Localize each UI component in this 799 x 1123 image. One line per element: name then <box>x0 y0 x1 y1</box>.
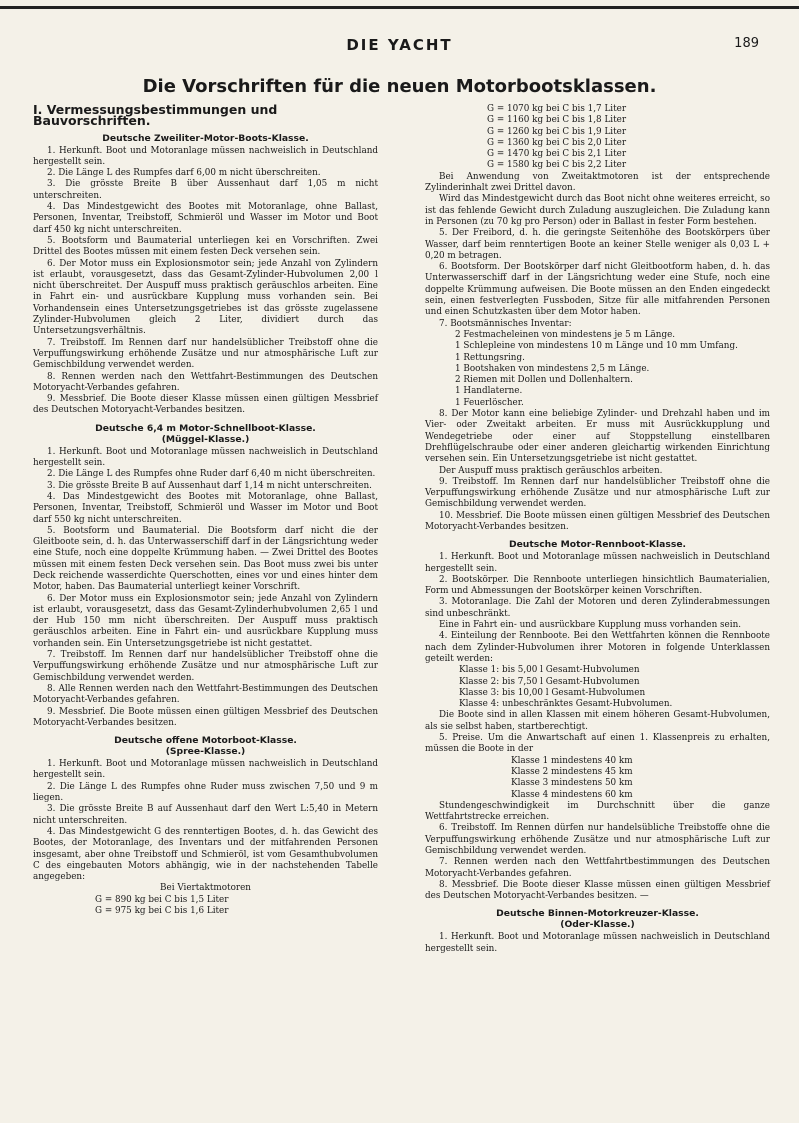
paragraph: 1. Herkunft. Boot und Motoranlage müssen nachweislich in Deutschland hergestellt sein. <box>425 552 770 574</box>
paragraph: 7. Treibstoff. Im Rennen darf nur handelsüblicher Treibstoff ohne die Verpuffungswirkung erhöhende Zusätze und nur atmosphärische Luft zur Gemischbildung verwendet werden. <box>33 337 378 371</box>
paragraph: 9. Treibstoff. Im Rennen darf nur handelsüblicher Treibstoff ohne die Verpuffungswirkung erhöhende Zusätze und nur atmosphärische Luft zur Gemischbildung verwendet werden. <box>425 476 770 510</box>
article-title: Die Vorschriften für die neuen Motorbootsklassen. <box>142 76 657 97</box>
left-column <box>33 104 378 917</box>
paragraph: 2. Bootskörper. Die Rennboote unterliegen hinsichtlich Baumaterialien, Form und Abmessungen der Bootskörper keinen Vorschriften. <box>425 574 770 597</box>
inventory-item: 1 Rettungsring. <box>455 352 525 363</box>
paragraph: Wird das Mindestgewicht durch das Boot nicht ohne weiteres erreicht, so ist das fehlende Gewicht durch Zuladung auszugleichen. Die Zuladung kann in Personen (zu 70 kg pro Person) oder in Ballast in fester Form bestehen. <box>425 194 770 227</box>
paragraph: 8. Rennen werden nach den Wettfahrt-Bestimmungen des Deutschen Motoryacht-Verbandes gefahren. <box>33 371 378 393</box>
paragraph: 7. Rennen werden nach den Wettfahrtbestimmungen des Deutschen Motoryacht-Verbandes gefahren. <box>425 857 770 879</box>
inventory-item: 1 Handlaterne. <box>455 386 523 397</box>
paragraph: 2. Die Länge L des Rumpfes darf 6,00 m nicht überschreiten. <box>47 168 321 179</box>
weight-table-row: G = 1160 kg bei C bis 1,8 Liter <box>487 115 627 126</box>
paragraph: 9. Messbrief. Die Boote müssen einen gültigen Messbrief des Deutschen Motoryacht-Verbandes besitzen. <box>33 706 378 728</box>
paragraph: 6. Treibstoff. Im Rennen dürfen nur handelsübliche Treibstoffe ohne die Verpuffungswirkung erhöhende Zusätze und nur atmosphärische Luft zur Gemischbildung verwendet werden. <box>425 823 770 856</box>
paragraph: Eine in Fahrt ein- und ausrückbare Kupplung muss vorhanden sein. <box>439 620 742 631</box>
paragraph: 2. Die Länge L des Rumpfes ohne Ruder muss zwischen 7,50 und 9 m liegen. <box>33 781 378 804</box>
paragraph: 4. Das Mindestgewicht des Bootes mit Motoranlage, ohne Ballast, Personen, Inventar, Treibstoff, Schmieröl und Wasser im Motor und Boot darf 550 kg nicht unterschreiten. <box>33 491 378 525</box>
paragraph: 5. Preise. Um die Anwartschaft auf einen 1. Klassenpreis zu erhalten, müssen die Boote in der <box>425 733 770 755</box>
offene-body <box>33 759 378 917</box>
class-subtitle: (Spree-Klasse.) <box>165 746 246 758</box>
paragraph: 3. Die grösste Breite B über Aussenhaut darf 1,05 m nicht unterschreiten. <box>33 179 378 201</box>
inventory-item: 2 Riemen mit Dollen und Dollenhaltern. <box>455 375 633 386</box>
class-title-text: Deutsche Binnen-Motorkreuzer-Klasse. <box>496 908 699 920</box>
class-subtitle: (Müggel-Klasse.) <box>161 433 250 445</box>
class-subtitle: (Oder-Klasse.) <box>560 919 635 931</box>
paragraph: 2. Die Länge L des Rumpfes ohne Ruder darf 6,40 m nicht überschreiten. <box>47 469 376 480</box>
page-number: 189 <box>734 36 759 51</box>
paragraph: 1. Herkunft. Boot und Motoranlage müssen nachweislich in Deutschland hergestellt sein. <box>425 932 770 954</box>
speed-row: Klasse 2 mindestens 45 km <box>511 766 633 777</box>
inventory-item: 1 Feuerlöscher. <box>455 397 524 408</box>
table-heading: Bei Viertaktmotoren <box>160 883 251 894</box>
class-title-kreuzer <box>425 908 770 930</box>
speed-row: Klasse 1 mindestens 40 km <box>511 755 633 766</box>
weight-table-row: G = 1470 kg bei C bis 2,1 Liter <box>487 149 627 160</box>
paragraph: 1. Herkunft. Boot und Motoranlage müssen nachweislich in Deutschland hergestellt sein. <box>33 759 378 781</box>
section-heading: I. Vermessungsbestimmungen und Bauvorschriften. <box>33 102 278 129</box>
paragraph: 5. Bootsform und Baumaterial unterliegen kei en Vorschriften. Zwei Drittel des Bootes müssen mit einem festen Deck versehen sein. <box>33 235 378 258</box>
paragraph: 4. Das Mindestgewicht des Bootes mit Motoranlage, ohne Ballast, Personen, Inventar, Treibstoff, Schmieröl und Wasser im Motor und Boot darf 450 kg nicht unterschreiten. <box>33 202 378 235</box>
paragraph: 7. Treibstoff. Im Rennen darf nur handelsüblicher Treibstoff ohne die Verpuffungswirkung erhöhende Zusätze und nur atmosphärische Luft zur Gemischbildung verwendet werden. <box>33 650 378 683</box>
inventory-list <box>425 330 770 409</box>
paragraph: 4. Das Mindestgewicht G des renntertigen Bootes, d. h. das Gewicht des Bootes, der Motoranlage, des Inventars und der mitfahrenden Personen insgesamt, aber ohne Treibstoff und Schmieröl, ist vom Gesamthubvolumen C des eingebauten Motors abhängig, wie in der nachstehenden Tabelle angegeben: <box>33 826 378 883</box>
inventory-item: 1 Schlepleine von mindestens 10 m Länge und 10 mm Umfang. <box>455 341 738 352</box>
running-header: DIE YACHT <box>346 36 453 54</box>
paragraph: 10. Messbrief. Die Boote müssen einen gültigen Messbrief des Deutschen Motoryacht-Verbandes besitzen. <box>425 510 770 532</box>
right-column <box>425 104 770 955</box>
speed-row: Klasse 4 mindestens 60 km <box>511 789 633 800</box>
paragraph: 8. Messbrief. Die Boote dieser Klasse müssen einen gültigen Messbrief des Deutschen Motoryacht-Verbandes besitzen. — <box>425 879 770 902</box>
paragraph: 7. Bootsmännisches Inventar: <box>439 318 572 329</box>
paragraph: 3. Motoranlage. Die Zahl der Motoren und deren Zylinderabmessungen sind unbeschränkt. <box>425 597 770 619</box>
class-title-schnellboot <box>33 423 378 445</box>
klasse-row: Klasse 4: unbeschränktes Gesamt-Hubvolumen. <box>459 699 673 710</box>
klasse-row: Klasse 2: bis 7,50 l Gesamt-Hubvolumen <box>459 676 640 687</box>
class-title-offene <box>33 735 378 757</box>
class-title-text: Deutsche 6,4 m Motor-Schnellboot-Klasse. <box>95 422 316 434</box>
weight-table-row: G = 1260 kg bei C bis 1,9 Liter <box>487 126 627 137</box>
weight-table-row: G = 975 kg bei C bis 1,6 Liter <box>95 906 229 916</box>
paragraph: 8. Der Motor kann eine beliebige Zylinder- und Drehzahl haben und im Vier- oder Zweitakt arbeiten. Er muss mit Ausrückkupplung und Wendegetriebe oder einer auf Stoppstellung einstellbaren Drehflügelschraube oder einer anderen gleichartig wirkenden Einrichtung versehen sein. Ein Untersetzungsgetriebe ist nicht gestattet. <box>425 409 770 465</box>
class-title-rennboot: Deutsche Motor-Rennboot-Klasse. <box>508 539 687 551</box>
class-title-text: Deutsche offene Motorboot-Klasse. <box>114 735 297 747</box>
paragraph: 1. Herkunft. Boot und Motoranlage müssen nachweislich in Deutschland hergestellt sein. <box>33 446 378 469</box>
speed-row: Klasse 3 mindestens 50 km <box>511 778 633 789</box>
paragraph: Bei Anwendung von Zweitaktmotoren ist der entsprechende Zylinderinhalt zwei Drittel davon. <box>425 171 770 194</box>
paragraph: Der Auspuff muss praktisch geräuschlos arbeiten. <box>439 465 663 476</box>
paragraph: 1. Herkunft. Boot und Motoranlage müssen nachweislich in Deutschland hergestellt sein. <box>33 145 378 167</box>
inventory-item: 1 Bootshaken von mindestens 2,5 m Länge. <box>455 363 650 374</box>
paragraph: 6. Bootsform. Der Bootskörper darf nicht Gleitbootform haben, d. h. das Unterwasserschiff darf in der Längsrichtung weder eine Stufe, noch eine doppelte Krümmung aufweisen. Die Boote müssen an den Enden eingedeckt sein, einen festverlegten Fussboden, Sitze für alle mitfahrenden Personen und einen Schutzkasten über dem Motor haben. <box>425 262 770 318</box>
weight-table-row: G = 890 kg bei C bis 1,5 Liter <box>95 894 229 905</box>
paragraph: 6. Der Motor muss ein Explosionsmotor sein; jede Anzahl von Zylindern ist erlaubt, vorausgesetzt, dass das Gesamt-Zylinder-Hubvolumen 2,00 l nicht überschreitet. Der Auspuff muss praktisch geräuschlos arbeiten. Eine in Fahrt ein- und ausrückbare Kupplung muss vorhanden sein. Bei Vorhandensein eines Untersetzungsgetriebes ist das grösste zugelassene Zylinder-Hubvolumen gleich 2 Liter, dividiert durch das Untersetzungsverhältnis. <box>33 258 378 337</box>
klasse-row: Klasse 3: bis 10,00 l Gesamt-Hubvolumen <box>459 687 646 698</box>
paragraph: 6. Der Motor muss ein Explosionsmotor sein; jede Anzahl von Zylindern ist erlaubt, vorausgesetzt, dass das Gesamt-Zylinderhubvolumen 2,65 l und der Hub 150 mm nicht überschreiten. Der Auspuff muss praktisch geräuschlos arbeiten. Eine in Fahrt ein- und ausrückbare Kupplung muss vorhanden sein. Ein Untersetzungsgetriebe ist nicht gestattet. <box>33 593 378 649</box>
paragraph: 3. Die grösste Breite B auf Aussenhaut darf 1,14 m nicht unterschreiten. <box>47 480 372 491</box>
paragraph: Stundengeschwindigkeit im Durchschnitt über die ganze Wettfahrtstrecke erreichen. <box>425 800 770 823</box>
inventory-item: 2 Festmacheleinen von mindestens je 5 m Länge. <box>455 329 676 340</box>
weight-table-row: G = 1580 kg bei C bis 2,2 Liter <box>487 160 627 171</box>
weight-table-row: G = 1070 kg bei C bis 1,7 Liter <box>487 104 627 114</box>
top-rule <box>0 6 799 9</box>
schnellboot-body <box>33 447 378 729</box>
zweiliter-body <box>33 146 378 417</box>
class-title-zweiliter: Deutsche Zweiliter-Motor-Boots-Klasse. <box>102 132 309 144</box>
weight-table-row: G = 1360 kg bei C bis 2,0 Liter <box>487 137 627 148</box>
paragraph: 9. Messbrief. Die Boote dieser Klasse müssen einen gültigen Messbrief des Deutschen Motoryacht-Verbandes besitzen. <box>33 394 378 416</box>
paragraph: 8. Alle Rennen werden nach den Wettfahrt-Bestimmungen des Deutschen Motoryacht-Verbandes gefahren. <box>33 683 378 706</box>
paragraph: 5. Der Freibord, d. h. die geringste Seitenhöhe des Bootskörpers über Wasser, darf beim renntertigen Boote an keiner Stelle weniger als 0,03 L + 0,20 m betragen. <box>425 228 770 261</box>
paragraph: 4. Einteilung der Rennboote. Bei den Wettfahrten können die Rennboote nach dem Zylinder-Hubvolumen ihrer Motoren in folgende Unterklassen geteilt werden: <box>425 631 770 664</box>
paragraph: 5. Bootsform und Baumaterial. Die Bootsform darf nicht die der Gleitboote sein, d. h. das Unterwasserschiff darf in der Längsrichtung weder eine Stufe, noch eine doppelte Krümmung haben. — Zwei Drittel des Bootes müssen mit einem festen Deck versehen sein. Das Boot muss zwei bis unter Deck reichende wasserdichte Querschotten, eines vor und eines hinter dem Motor, haben. Das Baumaterial unterliegt keiner Vorschrift. <box>33 525 378 593</box>
paragraph: Die Boote sind in allen Klassen mit einem höheren Gesamt-Hubvolumen, als sie selbst haben, startberechtigt. <box>425 710 770 732</box>
paragraph: 3. Die grösste Breite B auf Aussenhaut darf den Wert L:5,40 in Metern nicht unterschreiten. <box>33 804 378 826</box>
klasse-row: Klasse 1: bis 5,00 l Gesamt-Hubvolumen <box>459 665 640 676</box>
